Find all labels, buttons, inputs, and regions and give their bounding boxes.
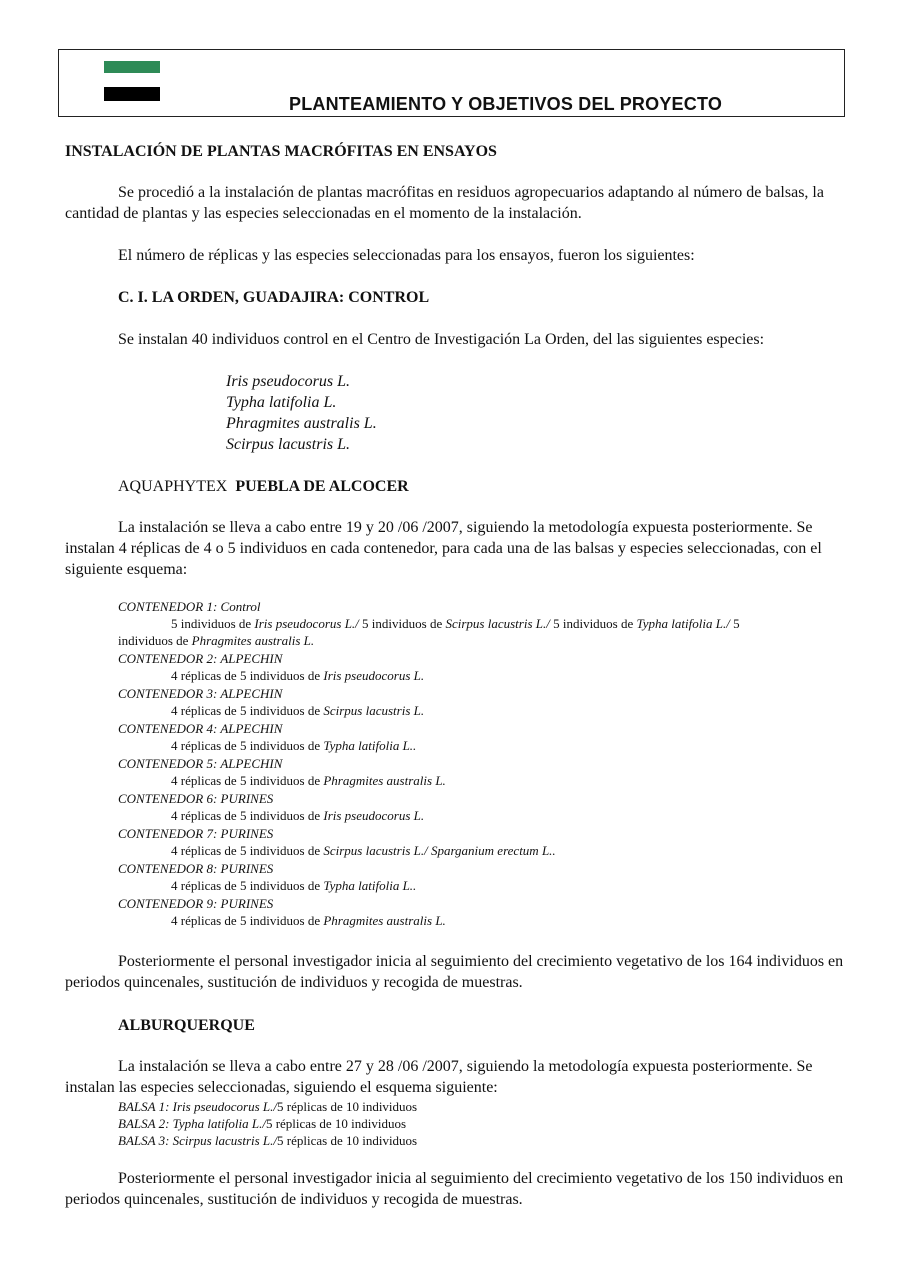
paragraph-intro: Se procedió a la instalación de plantas macrófitas en residuos agropecuarios adaptando al número de balsas, la cantidad de plantas y las especies seleccionadas en el momento de la instalación.	[65, 184, 824, 222]
container-title: CONTENEDOR 6: PURINES	[118, 791, 274, 806]
container-detail: 4 réplicas de 5 individuos de Typha latifolia L..	[171, 738, 417, 753]
paragraph-puebla: La instalación se lleva a cabo entre 19 y 20 /06 /2007, siguiendo la metodología expuesta posteriormente. Se instalan 4 réplicas de 4 o 5 individuos en cada contenedor, para cada una de las balsas y especies seleccionadas, con el siguiente esquema:	[65, 519, 822, 578]
subheading-la-orden: C. I. LA ORDEN, GUADAJIRA: CONTROL	[118, 289, 430, 306]
container-title: CONTENEDOR 8: PURINES	[118, 861, 274, 876]
section-heading: INSTALACIÓN DE PLANTAS MACRÓFITAS EN ENSAYOS	[65, 143, 497, 160]
flag-green-stripe	[104, 61, 160, 73]
balsa-item: BALSA 1: Iris pseudocorus L./5 réplicas de 10 individuos	[118, 1099, 418, 1114]
container-title: CONTENEDOR 9: PURINES	[118, 896, 274, 911]
paragraph-replicas: El número de réplicas y las especies seleccionadas para los ensayos, fueron los siguientes:	[118, 247, 695, 264]
container-detail: 4 réplicas de 5 individuos de Iris pseudocorus L.	[171, 668, 425, 683]
container-title: CONTENEDOR 4: ALPECHIN	[118, 721, 283, 736]
container-detail: 4 réplicas de 5 individuos de Phragmites australis L.	[171, 773, 446, 788]
species-item: Scirpus lacustris L.	[226, 436, 351, 453]
container-title: CONTENEDOR 7: PURINES	[118, 826, 274, 841]
container-detail-cont: individuos de Phragmites australis L.	[118, 633, 315, 648]
balsa-item: BALSA 3: Scirpus lacustris L./5 réplicas de 10 individuos	[118, 1133, 418, 1148]
species-item: Phragmites australis L.	[226, 415, 377, 432]
container-detail: 4 réplicas de 5 individuos de Iris pseudocorus L.	[171, 808, 425, 823]
container-detail: 4 réplicas de 5 individuos de Scirpus lacustris L./ Sparganium erectum L..	[171, 843, 556, 858]
container-title: CONTENEDOR 3: ALPECHIN	[118, 686, 283, 701]
container-detail: 4 réplicas de 5 individuos de Scirpus lacustris L.	[171, 703, 425, 718]
subheading-puebla: AQUAPHYTEX PUEBLA DE ALCOCER	[118, 478, 409, 495]
subheading-alburquerque: ALBURQUERQUE	[118, 1017, 255, 1034]
species-item: Iris pseudocorus L.	[226, 373, 351, 390]
paragraph-control: Se instalan 40 individuos control en el Centro de Investigación La Orden, del las siguientes especies:	[118, 331, 765, 348]
container-title: CONTENEDOR 2: ALPECHIN	[118, 651, 283, 666]
container-title: CONTENEDOR 1: Control	[118, 599, 261, 614]
header-title: PLANTEAMIENTO Y OBJETIVOS DEL PROYECTO	[289, 94, 723, 114]
container-detail: 4 réplicas de 5 individuos de Typha latifolia L..	[171, 878, 417, 893]
paragraph-follow-up-alburquerque: Posteriormente el personal investigador inicia al seguimiento del crecimiento vegetativo de los 150 individuos en periodos quincenales, sustitución de individuos y recogida de muestras.	[65, 1170, 844, 1208]
container-detail: 5 individuos de Iris pseudocorus L./ 5 individuos de Scirpus lacustris L./ 5 individuos de Typha latifolia L./ 5	[171, 616, 740, 631]
page-header	[58, 49, 845, 117]
container-title: CONTENEDOR 5: ALPECHIN	[118, 756, 283, 771]
species-item: Typha latifolia L.	[226, 394, 337, 411]
flag-white-stripe	[104, 73, 160, 87]
balsa-item: BALSA 2: Typha latifolia L./5 réplicas de 10 individuos	[118, 1116, 407, 1131]
paragraph-alburquerque: La instalación se lleva a cabo entre 27 y 28 /06 /2007, siguiendo la metodología expuesta posteriormente. Se instalan las especies seleccionadas, siguiendo el esquema siguiente:	[65, 1058, 813, 1096]
flag-black-stripe	[104, 87, 160, 101]
paragraph-follow-up-puebla: Posteriormente el personal investigador inicia al seguimiento del crecimiento vegetativo de los 164 individuos en periodos quincenales, sustitución de individuos y recogida de muestras.	[65, 953, 844, 991]
container-detail: 4 réplicas de 5 individuos de Phragmites australis L.	[171, 913, 446, 928]
